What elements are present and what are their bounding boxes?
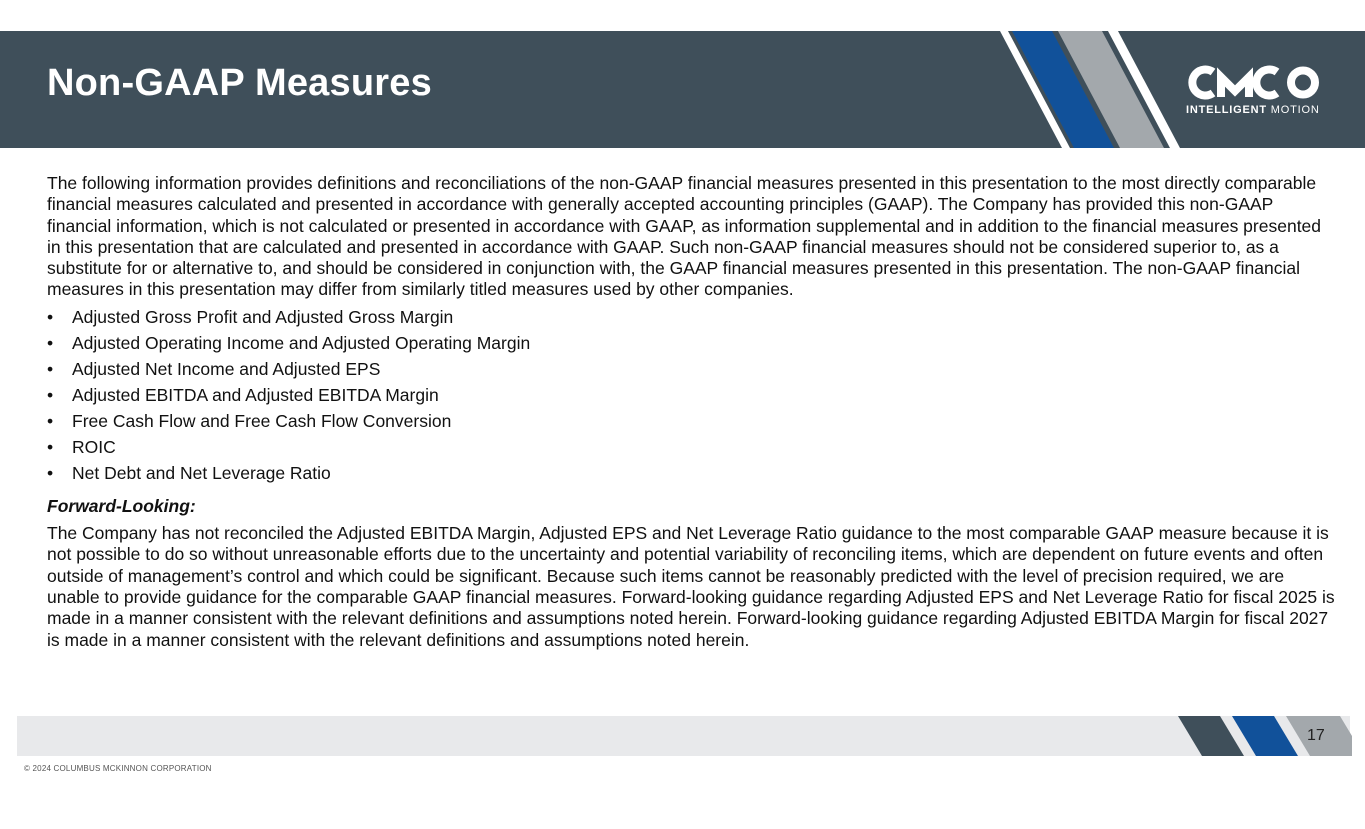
forward-looking-paragraph: The Company has not reconciled the Adjusted EBITDA Margin, Adjusted EPS and Net Leverage Ratio guidance to the most comparable GAAP measure because it is not possible to do so without unreasonable efforts due to the uncertainty and potential variability of reconciling items, which are dependent on future events and often outside of management’s control and which could be significant. Because such items cannot be reasonably predicted with the level of precision required, we are unable to provide guidance for the comparable GAAP financial measures. Forward-looking guidance regarding Adjusted EPS and Net Leverage Ratio for fiscal 2025 is made in a manner consistent with the relevant definitions and assumptions noted herein. Forward-looking guidance regarding Adjusted EBITDA Margin for fiscal 2027 is made in a manner consistent with the relevant definitions and assumptions noted herein. xyxy=(47,523,1335,650)
list-item: • Free Cash Flow and Free Cash Flow Conversion xyxy=(47,408,1337,434)
list-item: • Adjusted Net Income and Adjusted EPS xyxy=(47,356,1337,382)
footer-stripes-graphic xyxy=(0,716,1365,756)
logo-tagline-rest: MOTION xyxy=(1266,104,1320,116)
list-item: • Adjusted EBITDA and Adjusted EBITDA Margin xyxy=(47,382,1337,408)
forward-looking-heading: Forward-Looking: xyxy=(47,495,196,516)
footer-blue-stripe xyxy=(1232,716,1298,756)
main-content xyxy=(47,173,1337,651)
footer-dark-stripe xyxy=(1178,716,1244,756)
logo-tagline xyxy=(1186,104,1320,116)
page-title: Non-GAAP Measures xyxy=(47,62,432,104)
copyright-text: © 2024 COLUMBUS MCKINNON CORPORATION xyxy=(24,764,212,773)
list-item: • Adjusted Operating Income and Adjusted Operating Margin xyxy=(47,330,1337,356)
list-item: • Adjusted Gross Profit and Adjusted Gross Margin xyxy=(47,304,1337,330)
page-number: 17 xyxy=(1307,727,1325,744)
intro-paragraph: The following information provides definitions and reconciliations of the non-GAAP financial measures presented in this presentation to the most directly comparable financial measures calculated and presented in accordance with generally accepted accounting principles (GAAP). The Company has provided this non-GAAP financial information, which is not calculated or presented in accordance with GAAP, as information supplemental and in addition to the financial measures presented in this presentation that are calculated and presented in accordance with GAAP. Such non-GAAP financial measures should not be considered superior to, as a substitute for or alternative to, and should be considered in conjunction with, the GAAP financial measures presented in this presentation. The non-GAAP financial measures in this presentation may differ from similarly titled measures used by other companies. xyxy=(47,173,1322,300)
logo-tagline-bold: INTELLIGENT xyxy=(1186,104,1267,116)
list-item: • ROIC xyxy=(47,434,1337,460)
measures-list xyxy=(47,304,1337,486)
list-item: • Net Debt and Net Leverage Ratio xyxy=(47,460,1337,486)
